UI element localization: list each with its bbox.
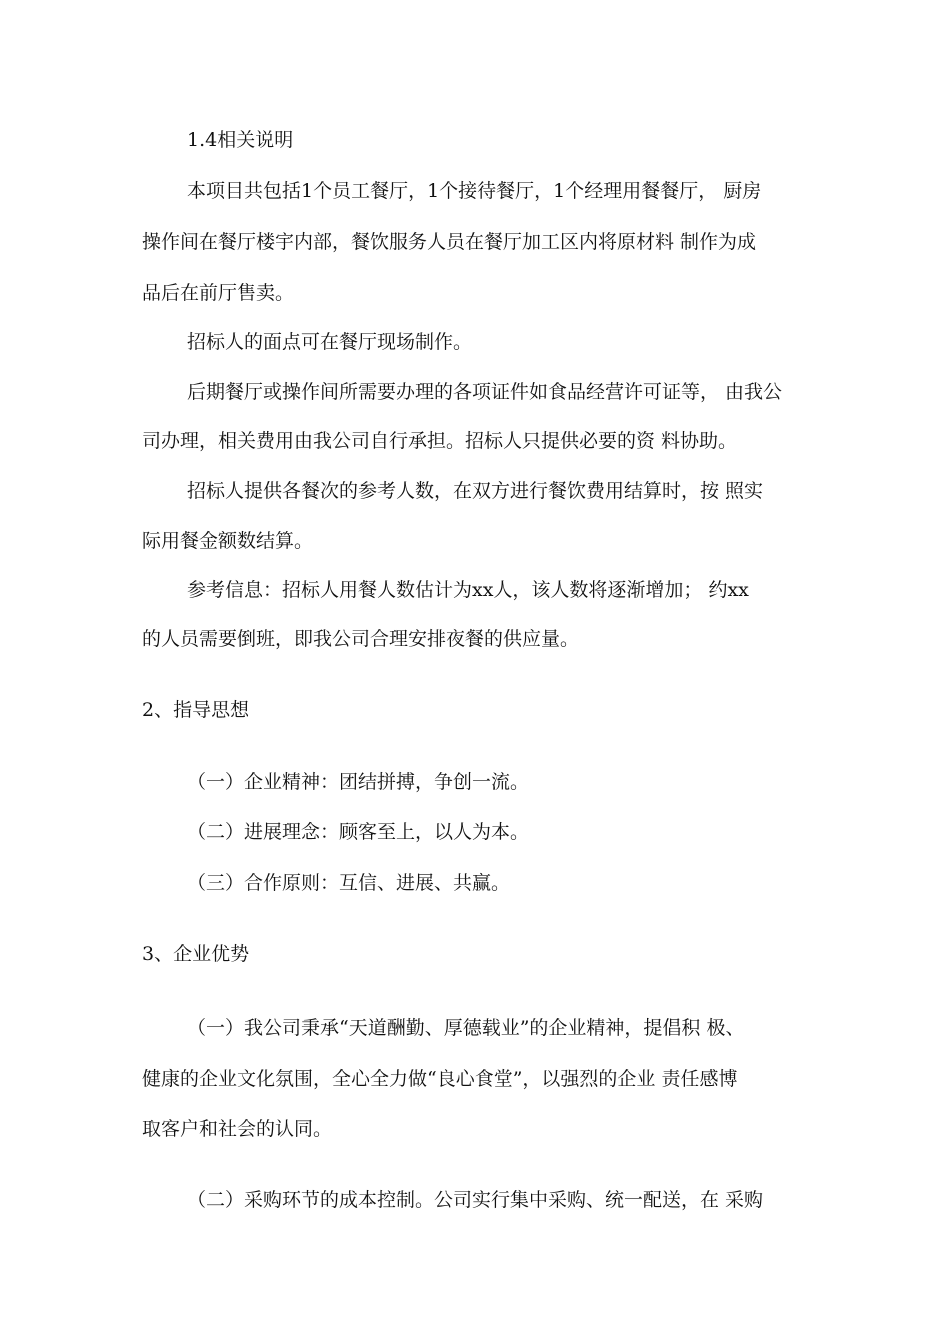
paragraph-line: 招标人的面点可在餐厅现场制作。 (187, 331, 473, 353)
list-item: （一）企业精神：团结拼搏，争创一流。 (187, 771, 530, 793)
paragraph-line: 司办理，相关费用由我公司自行承担。招标人只提供必要的资 料协助。 (142, 430, 738, 452)
paragraph-line: 品后在前厅售卖。 (142, 282, 295, 304)
list-item: （二）进展理念：顾客至上，以人为本。 (187, 821, 530, 843)
paragraph-line: 健康的企业文化氛围，全心全力做“良心食堂”，以强烈的企业 责任感博 (142, 1068, 738, 1090)
paragraph-line: 操作间在餐厅楼宇内部，餐饮服务人员在餐厅加工区内将原材料 制作为成 (142, 231, 757, 253)
paragraph-line: （一）我公司秉承“天道酬勤、厚德载业”的企业精神，提倡积 极、 (187, 1017, 745, 1039)
paragraph-line: 际用餐金额数结算。 (142, 530, 314, 552)
paragraph-line: 参考信息：招标人用餐人数估计为xx人，该人数将逐渐增加； 约xx (187, 579, 749, 601)
paragraph-line: 后期餐厅或操作间所需要办理的各项证件如食品经营许可证等， 由我公 (187, 381, 783, 403)
list-item: （三）合作原则：互信、进展、共赢。 (187, 872, 511, 894)
paragraph-line: 招标人提供各餐次的参考人数，在双方进行餐饮费用结算时，按 照实 (187, 480, 764, 502)
section-1-4-heading: 1.4相关说明 (187, 129, 294, 151)
paragraph-line: 的人员需要倒班，即我公司合理安排夜餐的供应量。 (142, 628, 580, 650)
paragraph-line: （二）采购环节的成本控制。公司实行集中采购、统一配送，在 采购 (187, 1189, 764, 1211)
section-2-heading: 2、指导思想 (142, 699, 250, 721)
paragraph-line: 本项目共包括1个员工餐厅，1个接待餐厅，1个经理用餐餐厅， 厨房 (187, 180, 762, 202)
paragraph-line: 取客户和社会的认同。 (142, 1118, 333, 1140)
section-3-heading: 3、企业优势 (142, 943, 250, 965)
